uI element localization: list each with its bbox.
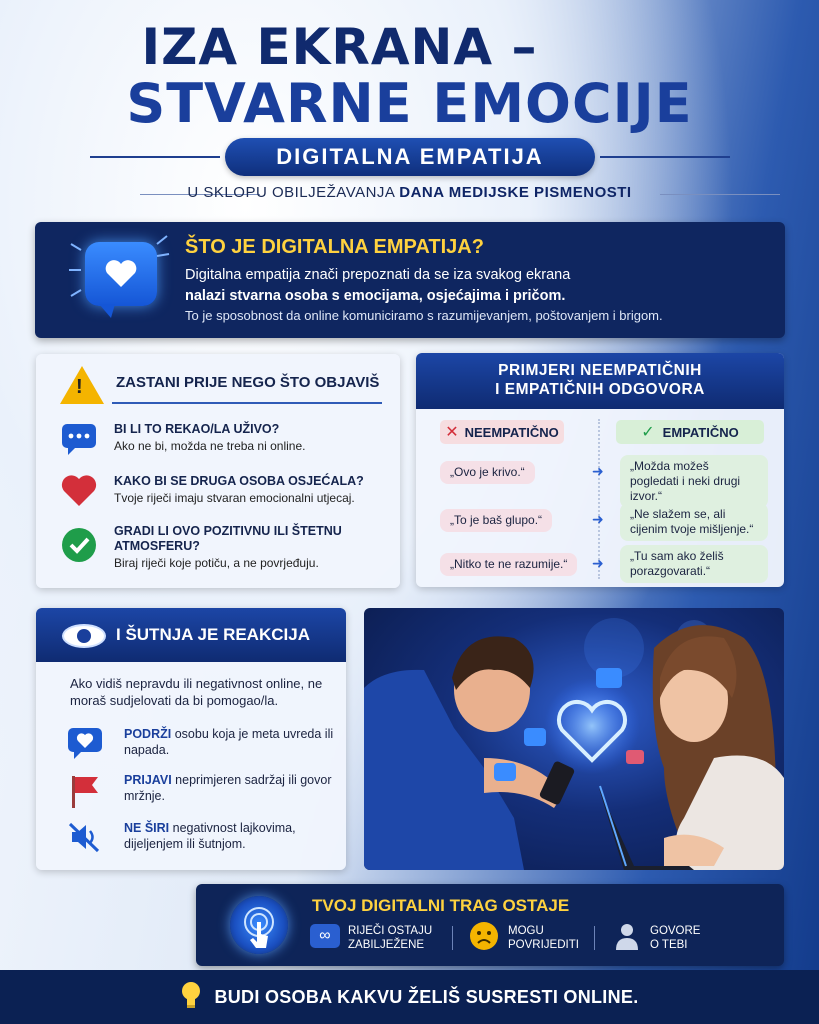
digital-trace-section bbox=[196, 884, 784, 966]
heart-chat-icon bbox=[66, 726, 104, 760]
x-icon: ✕ bbox=[445, 424, 459, 441]
pause-item-desc: Ako ne bi, možda ne treba ni online. bbox=[114, 439, 306, 453]
bad-example-2: „To je baš glupo.“ bbox=[440, 509, 552, 532]
infinity-icon: ∞ bbox=[310, 924, 340, 948]
bad-example-3: „Nitko te ne razumije.“ bbox=[440, 553, 577, 576]
silence-item-bold: NE ŠIRI bbox=[124, 821, 170, 835]
good-example-2: „Ne slažem se, ali cijenim tvoje mišljenje.“ bbox=[620, 503, 768, 541]
heart-icon bbox=[60, 474, 98, 508]
trace-item-line-2: O TEBI bbox=[650, 939, 688, 951]
silence-item-2 bbox=[124, 772, 334, 804]
trace-divider bbox=[594, 926, 595, 950]
trace-item-3 bbox=[650, 924, 700, 952]
subtitle bbox=[0, 184, 819, 201]
teens-illustration bbox=[364, 608, 784, 870]
tag-non-empathic-label: NEEMPATIČNO bbox=[464, 424, 559, 440]
examples-card bbox=[416, 353, 784, 587]
heart-chat-icon bbox=[85, 242, 157, 306]
silence-item-rest: osobu koja je meta uvreda ili napada. bbox=[124, 727, 334, 757]
check-circle-icon bbox=[60, 528, 98, 562]
trace-item-line-2: POVRIJEDITI bbox=[508, 939, 579, 951]
pause-item-desc: Tvoje riječi imaju stvaran emocionalni utjecaj. bbox=[114, 491, 355, 505]
good-example-1: „Možda možeš pogledati i neki drugi izvor.“ bbox=[620, 455, 768, 508]
arrow-icon: ➜ bbox=[592, 463, 604, 479]
what-description bbox=[185, 265, 765, 307]
tag-empathic-label: EMPATIČNO bbox=[662, 424, 739, 440]
pause-item-1 bbox=[114, 422, 394, 454]
silence-item-bold: PRIJAVI bbox=[124, 773, 172, 787]
examples-title-line-2: I EMPATIČNIH ODGOVORA bbox=[495, 381, 705, 398]
sparkle-lines-right-icon bbox=[153, 234, 175, 274]
pill-line-right bbox=[600, 156, 730, 158]
bottom-slogan: BUDI OSOBA KAKVU ŽELIŠ SUSRESTI ONLINE. bbox=[214, 986, 639, 1007]
tag-non-empathic bbox=[440, 420, 564, 444]
pause-card bbox=[36, 354, 400, 588]
silence-item-rest: negativnost lajkovima, dijeljenjem ili šutnjom. bbox=[124, 821, 296, 851]
person-icon bbox=[614, 922, 640, 950]
trace-item-line-1: GOVORE bbox=[650, 925, 701, 937]
subtitle-bold: DANA MEDIJSKE PISMENOSTI bbox=[399, 184, 632, 201]
tag-empathic bbox=[616, 420, 764, 444]
what-title: ŠTO JE DIGITALNA EMPATIJA? bbox=[185, 236, 484, 258]
arrow-icon: ➜ bbox=[592, 511, 604, 527]
check-icon: ✓ bbox=[641, 424, 655, 441]
title-line-1: IZA EKRANA – bbox=[141, 18, 538, 76]
flag-icon bbox=[66, 774, 104, 808]
teens-scene-image bbox=[364, 608, 784, 870]
what-line-3: To je sposobnost da online komuniciramo s razumijevanjem, poštovanjem i brigom. bbox=[185, 308, 663, 323]
lightbulb-icon bbox=[180, 981, 202, 1014]
silence-header bbox=[36, 608, 346, 662]
bad-example-1: „Ovo je krivo.“ bbox=[440, 461, 535, 484]
sad-face-icon bbox=[470, 922, 498, 950]
arrow-icon: ➜ bbox=[592, 555, 604, 571]
pill-line-left bbox=[90, 156, 220, 158]
trace-item-2 bbox=[508, 924, 579, 952]
silence-item-bold: PODRŽI bbox=[124, 727, 172, 741]
pause-title: ZASTANI PRIJE NEGO ŠTO OBJAVIŠ bbox=[116, 374, 380, 391]
pause-item-desc: Biraj riječi koje potiču, a ne povrjeđuju. bbox=[114, 556, 319, 570]
what-line-2: nalazi stvarna osoba s emocijama, osjećajima i pričom. bbox=[185, 288, 566, 304]
pause-item-heading: GRADI LI OVO POZITIVNU ILI ŠTETNU ATMOSFERU? bbox=[114, 524, 342, 553]
title-line-2: STVARNE EMOCIJE bbox=[126, 72, 693, 135]
silence-item-1 bbox=[124, 726, 334, 758]
pause-item-3 bbox=[114, 524, 364, 571]
silence-item-rest: neprimjeren sadržaj ili govor mržnje. bbox=[124, 773, 332, 803]
subtitle-prefix: U SKLOPU OBILJEŽAVANJA bbox=[187, 184, 395, 201]
trace-title: TVOJ DIGITALNI TRAG OSTAJE bbox=[312, 896, 570, 915]
mute-icon bbox=[66, 820, 104, 854]
warning-mark: ! bbox=[76, 376, 83, 398]
chat-dots-icon bbox=[60, 422, 98, 456]
eye-icon bbox=[62, 624, 106, 648]
fingerprint-touch-icon bbox=[230, 896, 288, 954]
bottom-banner bbox=[0, 970, 819, 1024]
trace-divider bbox=[452, 926, 453, 950]
silence-intro: Ako vidiš nepravdu ili negativnost online, ne moraš sudjelovati da bi pomogao/la. bbox=[70, 676, 323, 708]
trace-item-1 bbox=[348, 924, 432, 952]
trace-item-line-1: MOGU bbox=[508, 925, 544, 937]
examples-title-line-1: PRIMJERI NEEMPATIČNIH bbox=[498, 362, 702, 379]
what-line-1: Digitalna empatija znači prepoznati da se iza svakog ekrana bbox=[185, 267, 571, 283]
silence-title: I ŠUTNJA JE REAKCIJA bbox=[116, 625, 310, 644]
good-example-3: „Tu sam ako želiš porazgovarati.“ bbox=[620, 545, 768, 583]
trace-item-line-1: RIJEČI OSTAJU bbox=[348, 925, 433, 937]
pause-item-heading: KAKO BI SE DRUGA OSOBA OSJEĆALA? bbox=[114, 474, 364, 488]
subtitle-pill: DIGITALNA EMPATIJA bbox=[225, 138, 595, 176]
silence-item-3 bbox=[124, 820, 334, 852]
what-is-section bbox=[35, 222, 785, 338]
trace-item-line-2: ZABILJEŽENE bbox=[348, 939, 425, 951]
sparkle-lines-icon bbox=[63, 240, 85, 300]
pause-item-2 bbox=[114, 474, 394, 506]
silence-card bbox=[36, 608, 346, 870]
examples-header bbox=[416, 353, 784, 409]
pause-item-heading: BI LI TO REKAO/LA UŽIVO? bbox=[114, 422, 280, 436]
pause-divider bbox=[112, 402, 382, 404]
